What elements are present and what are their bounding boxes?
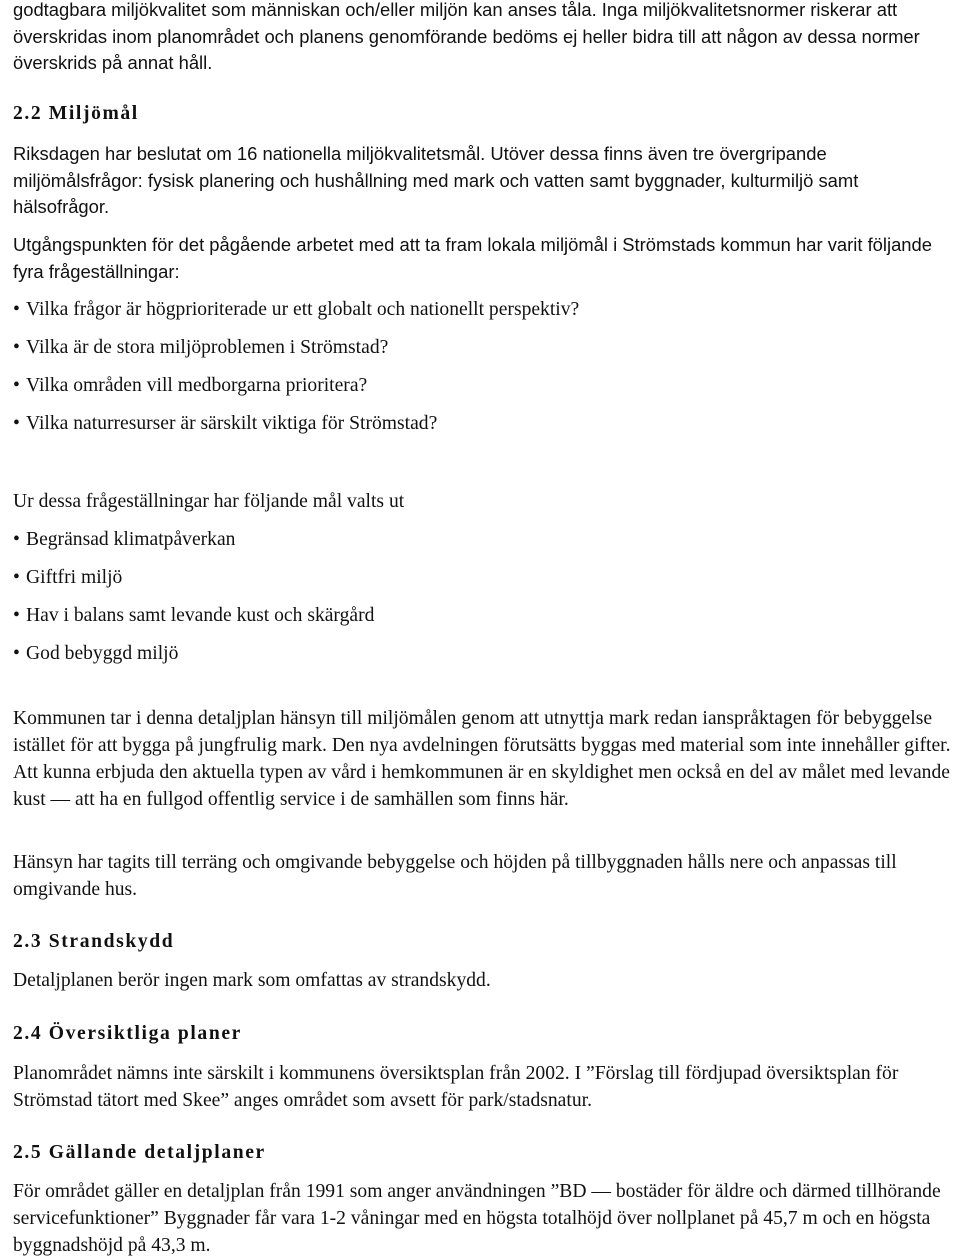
bullet-icon: • — [13, 605, 20, 626]
section-heading-2-5: 2.5 Gällande detaljplaner — [13, 1142, 266, 1163]
goals-intro: Ur dessa frågeställningar har följande mål valts ut — [13, 491, 405, 512]
list-item: • Vilka områden vill medborgarna prioritera? — [13, 372, 958, 399]
bullet-icon: • — [13, 337, 20, 358]
paragraph-comprehensive-plans: Planområdet nämns inte särskilt i kommunens översiktsplan från 2002. I ”Förslag till fördjupad översiktsplan för Strömstad tätort med Skee” anges området som avsett för park/stadsnatur. — [13, 1063, 899, 1111]
paragraph-terrain-consideration: Hänsyn har tagits till terräng och omgivande bebyggelse och höjden på tillbyggnaden hålls nere och anpassas till omgivande hus. — [13, 852, 897, 900]
bullet-icon: • — [13, 413, 20, 434]
bullet-icon: • — [13, 299, 20, 320]
bullet-icon: • — [13, 529, 20, 550]
bullet-icon: • — [13, 375, 20, 396]
intro-paragraph: godtagbara miljökvalitet som människan och/eller miljön kan anses tåla. Inga miljökvalitetsnormer riskerar att överskridas inom planområdet och planens genomförande bedöms ej heller bidra till att någon av dessa normer överskrids på annat håll. — [13, 0, 920, 73]
list-item: • Giftfri miljö — [13, 564, 958, 591]
paragraph-strandskydd: Detaljplanen berör ingen mark som omfattas av strandskydd. — [13, 970, 491, 991]
paragraph-municipal-consideration: Kommunen tar i denna detaljplan hänsyn till miljömålen genom att utnyttja mark redan ianspråktagen för bebyggelse istället för att bygga på jungfrulig mark. Den nya avdelningen förutsätts byggas med material som inte innehåller gifter. Att kunna erbjuda den aktuella typen av vård i hemkommunen är en skyldighet men också en del av målet med levande kust — att ha en fullgod offentlig service i de samhällen som finns här. — [13, 708, 951, 810]
bullet-icon: • — [13, 643, 20, 664]
section-heading-2-2: 2.2 Miljömål — [13, 103, 139, 124]
list-item: • Hav i balans samt levande kust och skärgård — [13, 602, 958, 629]
list-item: • Begränsad klimatpåverkan — [13, 526, 958, 553]
list-item: • Vilka är de stora miljöproblemen i Strömstad? — [13, 334, 958, 361]
questions-list — [13, 296, 958, 437]
list-item: • Vilka frågor är högprioriterade ur ett globalt och nationellt perspektiv? — [13, 296, 958, 323]
list-item: • Vilka naturresurser är särskilt viktiga för Strömstad? — [13, 410, 958, 437]
paragraph-national-goals: Riksdagen har beslutat om 16 nationella miljökvalitetsmål. Utöver dessa finns även tre övergripande miljömålsfrågor: fysisk planering och hushållning med mark och vatten samt byggnader, kulturmiljö samt hälsofrågor. — [13, 143, 859, 217]
section-heading-2-3: 2.3 Strandskydd — [13, 931, 175, 952]
paragraph-detailed-plans: För området gäller en detaljplan från 1991 som anger användningen ”BD — bostäder för äldre och därmed tillhörande servicefunktioner” Byggnader får vara 1-2 våningar med en högsta totalhöjd över nollplanet på 45,7 m och en högsta byggnadshöjd på 43,3 m. — [13, 1181, 941, 1256]
bullet-icon: • — [13, 567, 20, 588]
paragraph-local-goals-basis: Utgångspunkten för det pågående arbetet med att ta fram lokala miljömål i Strömstads kommun har varit följande fyra frågeställningar: — [13, 234, 932, 282]
goals-list — [13, 526, 958, 667]
section-heading-2-4: 2.4 Översiktliga planer — [13, 1023, 242, 1044]
list-item: • God bebyggd miljö — [13, 640, 958, 667]
